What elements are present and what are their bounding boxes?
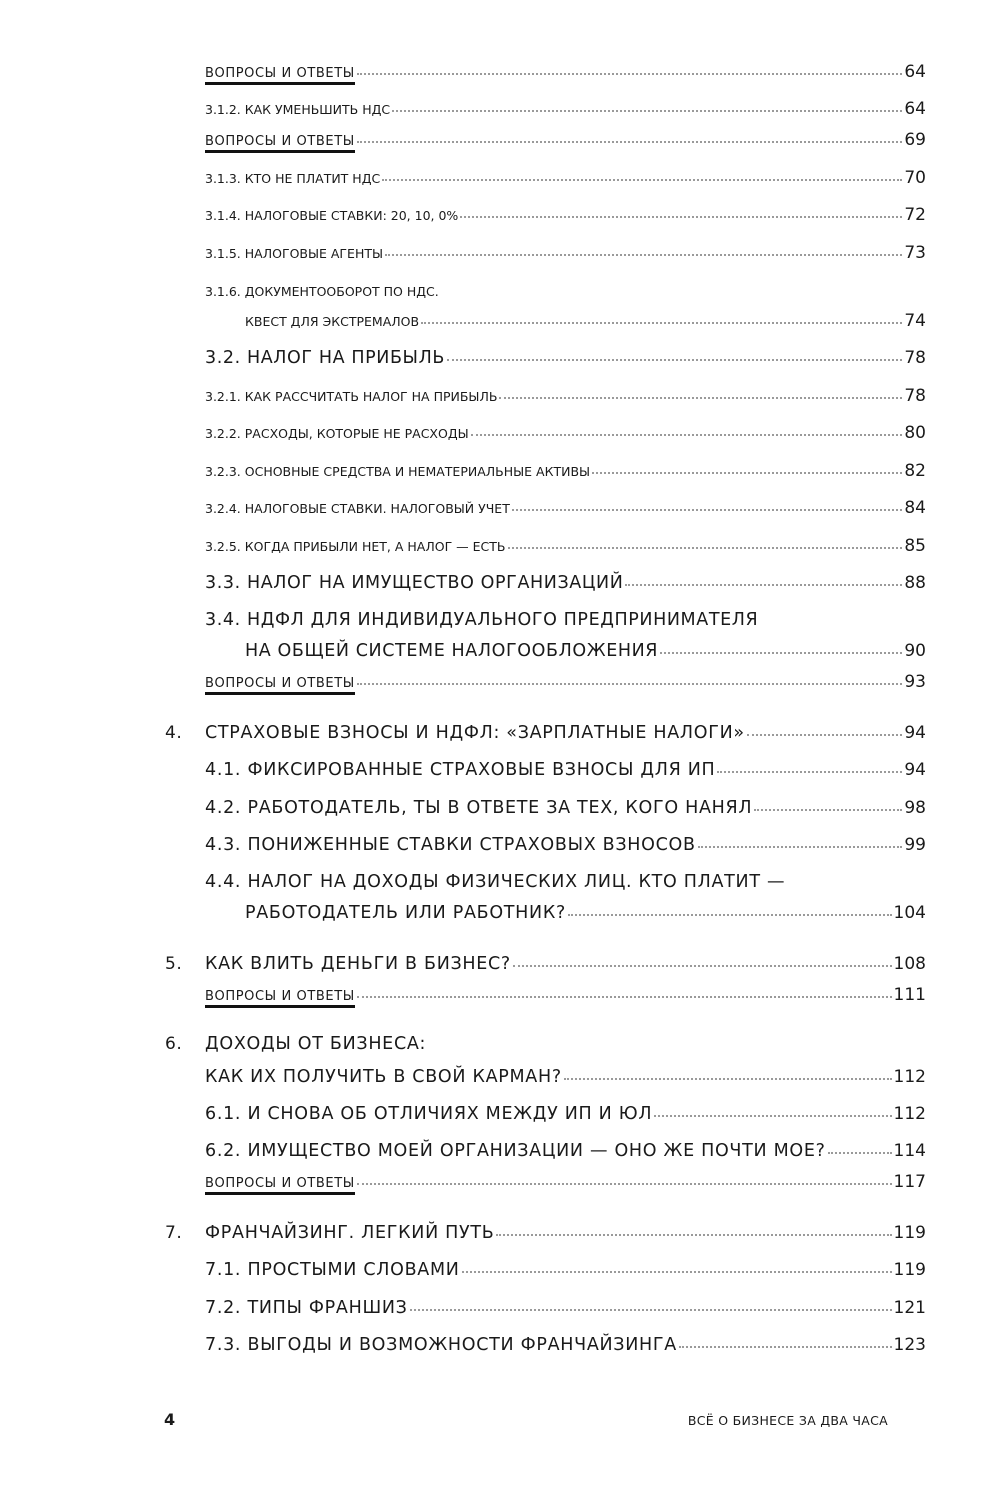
dot-leader <box>410 1308 892 1311</box>
toc-entry[interactable] <box>245 641 926 661</box>
toc-entry-title: 6.2. ИМУЩЕСТВО МОЕЙ ОРГАНИЗАЦИИ — ОНО ЖЕ ПОЧТИ МОЕ? <box>205 1141 826 1161</box>
toc-entry-first-line[interactable] <box>205 610 758 630</box>
chapter-number: 4. <box>165 723 183 743</box>
toc-entry[interactable] <box>205 1335 926 1355</box>
dot-leader <box>660 651 902 654</box>
dot-leader <box>392 109 902 112</box>
toc-entry-title: 6.1. И СНОВА ОБ ОТЛИЧИЯХ МЕЖДУ ИП И ЮЛ <box>205 1104 653 1124</box>
toc-entry-page: 72 <box>904 205 926 225</box>
toc-entry-title: 3.1.3. КТО НЕ ПЛАТИТ НДС <box>205 171 381 186</box>
toc-entry-qa[interactable] <box>205 985 926 1008</box>
toc-entry-title: 3.1.5. НАЛОГОВЫЕ АГЕНТЫ <box>205 246 384 261</box>
toc-entry[interactable] <box>205 243 926 263</box>
toc-entry-title: 4.1. ФИКСИРОВАННЫЕ СТРАХОВЫЕ ВЗНОСЫ ДЛЯ ИП <box>205 760 716 780</box>
toc-entry[interactable] <box>205 536 926 556</box>
toc-entry-page: 98 <box>904 798 926 818</box>
toc-entry-page: 112 <box>893 1104 926 1124</box>
toc-entry-title: ФРАНЧАЙЗИНГ. ЛЕГКИЙ ПУТЬ <box>205 1223 495 1243</box>
toc-entry[interactable] <box>205 461 926 481</box>
toc-entry-page: 114 <box>893 1141 926 1161</box>
dot-leader <box>717 770 902 773</box>
toc-entry-title: ВОПРОСЫ И ОТВЕТЫ <box>205 1176 355 1195</box>
toc-entry-title: 7.3. ВЫГОДЫ И ВОЗМОЖНОСТИ ФРАНЧАЙЗИНГА <box>205 1335 677 1355</box>
toc-entry[interactable] <box>205 954 926 974</box>
toc-entry-page: 64 <box>904 99 926 119</box>
dot-leader <box>357 1182 892 1185</box>
toc-entry-qa[interactable] <box>205 130 926 153</box>
toc-entry[interactable] <box>205 1104 926 1124</box>
toc-entry-page: 119 <box>893 1260 926 1280</box>
toc-entry-page: 82 <box>904 461 926 481</box>
dot-leader <box>508 546 903 549</box>
toc-entry-page: 80 <box>904 423 926 443</box>
dot-leader <box>654 1114 891 1117</box>
toc-entry-title: 7.2. ТИПЫ ФРАНШИЗ <box>205 1298 408 1318</box>
toc-entry-page: 119 <box>893 1223 926 1243</box>
toc-entry[interactable] <box>205 723 926 743</box>
toc-entry-page: 78 <box>904 348 926 368</box>
dot-leader <box>385 253 902 256</box>
dot-leader <box>828 1151 892 1154</box>
toc-entry-title: КАК ИХ ПОЛУЧИТЬ В СВОЙ КАРМАН? <box>205 1067 562 1087</box>
dot-leader <box>625 583 902 586</box>
toc-entry-title: ВОПРОСЫ И ОТВЕТЫ <box>205 134 355 153</box>
toc-entry-title: 3.2.2. РАСХОДЫ, КОТОРЫЕ НЕ РАСХОДЫ <box>205 426 469 441</box>
toc-entry[interactable] <box>205 1223 926 1243</box>
toc-entry-title: 3.2.4. НАЛОГОВЫЕ СТАВКИ. НАЛОГОВЫЙ УЧЕТ <box>205 501 510 516</box>
dot-leader <box>754 808 902 811</box>
dot-leader <box>357 995 892 998</box>
toc-entry-title: РАБОТОДАТЕЛЬ ИЛИ РАБОТНИК? <box>245 903 566 923</box>
toc-entry-title: 3.1.2. КАК УМЕНЬШИТЬ НДС <box>205 102 391 117</box>
toc-entry-page: 78 <box>904 386 926 406</box>
toc-entry-first-line[interactable] <box>205 1034 426 1054</box>
toc-entry-title: СТРАХОВЫЕ ВЗНОСЫ И НДФЛ: «ЗАРПЛАТНЫЕ НАЛОГИ» <box>205 723 745 743</box>
toc-entry-page: 90 <box>904 641 926 661</box>
toc-entry-qa[interactable] <box>205 1172 926 1195</box>
toc-entry[interactable] <box>245 311 926 331</box>
toc-entry-page: 73 <box>904 243 926 263</box>
toc-entry[interactable] <box>245 903 926 923</box>
toc-entry-page: 70 <box>904 168 926 188</box>
toc-entry-title: КВЕСТ ДЛЯ ЭКСТРЕМАЛОВ <box>245 314 420 329</box>
dot-leader <box>421 321 902 324</box>
dot-leader <box>471 433 903 436</box>
toc-entry-title: 3.2.3. ОСНОВНЫЕ СРЕДСТВА И НЕМАТЕРИАЛЬНЫЕ АКТИВЫ <box>205 464 591 479</box>
toc-entry[interactable] <box>205 386 926 406</box>
toc-entry-first-line[interactable] <box>205 872 785 892</box>
toc-entry-page: 85 <box>904 536 926 556</box>
dot-leader <box>698 845 903 848</box>
toc-entry[interactable] <box>205 1260 926 1280</box>
dot-leader <box>513 964 892 967</box>
toc-entry-page: 94 <box>904 723 926 743</box>
dot-leader <box>462 1270 892 1273</box>
toc-entry[interactable] <box>205 1141 926 1161</box>
toc-entry-qa[interactable] <box>205 62 926 85</box>
dot-leader <box>564 1077 892 1080</box>
toc-entry-title: 3.2.1. КАК РАССЧИТАТЬ НАЛОГ НА ПРИБЫЛЬ <box>205 389 498 404</box>
toc-entry-title: ВОПРОСЫ И ОТВЕТЫ <box>205 676 355 695</box>
dot-leader <box>496 1233 891 1236</box>
dot-leader <box>460 215 902 218</box>
dot-leader <box>499 396 902 399</box>
toc-entry-page: 74 <box>904 311 926 331</box>
toc-entry[interactable] <box>205 99 926 119</box>
toc-entry-page: 112 <box>893 1067 926 1087</box>
toc-entry-page: 111 <box>893 985 926 1005</box>
toc-entry-page: 123 <box>893 1335 926 1355</box>
toc-entry-title: 3.3. НАЛОГ НА ИМУЩЕСТВО ОРГАНИЗАЦИЙ <box>205 573 624 593</box>
toc-entry-title: 3.2. НАЛОГ НА ПРИБЫЛЬ <box>205 348 445 368</box>
dot-leader <box>592 471 902 474</box>
toc-entry-title: ВОПРОСЫ И ОТВЕТЫ <box>205 66 355 85</box>
dot-leader <box>568 913 892 916</box>
toc-entry[interactable] <box>205 348 926 368</box>
toc-entry-first-line[interactable] <box>205 281 439 300</box>
toc-entry[interactable] <box>205 168 926 188</box>
toc-entry-title-line1: 3.1.6. ДОКУМЕНТООБОРОТ ПО НДС. <box>205 284 439 299</box>
toc-entry-title: ВОПРОСЫ И ОТВЕТЫ <box>205 989 355 1008</box>
toc-entry[interactable] <box>205 1067 926 1087</box>
toc-entry[interactable] <box>205 205 926 225</box>
dot-leader <box>357 72 903 75</box>
toc-entry-page: 117 <box>893 1172 926 1192</box>
footer-book-title: ВСЁ О БИЗНЕСЕ ЗА ДВА ЧАСА <box>687 1413 888 1428</box>
dot-leader <box>382 178 902 181</box>
toc-entry-title: 3.2.5. КОГДА ПРИБЫЛИ НЕТ, А НАЛОГ — ЕСТЬ <box>205 539 506 554</box>
toc-entry-page: 108 <box>893 954 926 974</box>
toc-entry-page: 94 <box>904 760 926 780</box>
chapter-number: 6. <box>165 1034 183 1054</box>
chapter-number: 7. <box>165 1223 183 1243</box>
toc-entry-page: 69 <box>904 130 926 150</box>
toc-entry-title: 4.3. ПОНИЖЕННЫЕ СТАВКИ СТРАХОВЫХ ВЗНОСОВ <box>205 835 696 855</box>
toc-entry-title-line1: 4.4. НАЛОГ НА ДОХОДЫ ФИЗИЧЕСКИХ ЛИЦ. КТО ПЛАТИТ — <box>205 872 786 892</box>
toc-entry[interactable] <box>205 423 926 443</box>
chapter-number: 5. <box>165 954 183 974</box>
toc-entry-page: 121 <box>893 1298 926 1318</box>
toc-entry-title-line1: ДОХОДЫ ОТ БИЗНЕСА: <box>205 1034 427 1054</box>
dot-leader <box>447 358 902 361</box>
toc-entry-qa[interactable] <box>205 672 926 695</box>
toc-entry-title-line1: 3.4. НДФЛ ДЛЯ ИНДИВИДУАЛЬНОГО ПРЕДПРИНИМАТЕЛЯ <box>205 610 759 630</box>
toc-entry-title: 7.1. ПРОСТЫМИ СЛОВАМИ <box>205 1260 460 1280</box>
toc-entry-page: 99 <box>904 835 926 855</box>
toc-entry[interactable] <box>205 498 926 518</box>
dot-leader <box>679 1345 892 1348</box>
toc-entry-page: 64 <box>904 62 926 82</box>
toc-entry-page: 93 <box>904 672 926 692</box>
toc-entry[interactable] <box>205 760 926 780</box>
toc-entry-page: 104 <box>893 903 926 923</box>
footer-page-number: 4 <box>164 1410 176 1429</box>
toc-entry[interactable] <box>205 573 926 593</box>
toc-entry[interactable] <box>205 798 926 818</box>
toc-entry-title: НА ОБЩЕЙ СИСТЕМЕ НАЛОГООБЛОЖЕНИЯ <box>245 641 659 661</box>
toc-entry[interactable] <box>205 835 926 855</box>
dot-leader <box>357 140 903 143</box>
toc-entry-title: 3.1.4. НАЛОГОВЫЕ СТАВКИ: 20, 10, 0% <box>205 208 459 223</box>
dot-leader <box>512 508 903 511</box>
toc-entry[interactable] <box>205 1298 926 1318</box>
toc-entry-page: 84 <box>904 498 926 518</box>
toc-entry-title: КАК ВЛИТЬ ДЕНЬГИ В БИЗНЕС? <box>205 954 511 974</box>
dot-leader <box>357 682 903 685</box>
dot-leader <box>747 733 903 736</box>
toc-entry-page: 88 <box>904 573 926 593</box>
toc-entry-title: 4.2. РАБОТОДАТЕЛЬ, ТЫ В ОТВЕТЕ ЗА ТЕХ, КОГО НАНЯЛ <box>205 798 753 818</box>
